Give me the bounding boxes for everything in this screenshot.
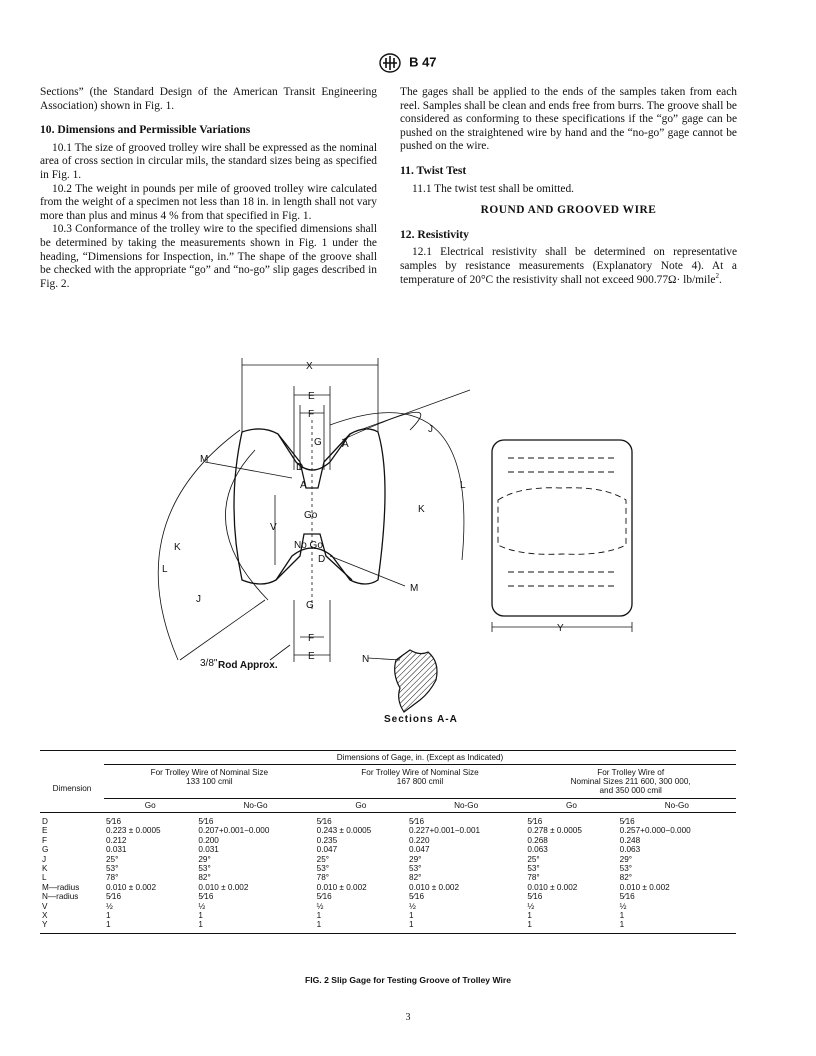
value-cell: 0.223 ± 0.0005 (106, 826, 161, 836)
value-cell: 1 (407, 920, 525, 933)
value-cell: 1 (106, 911, 111, 921)
value-cell: 53° (198, 864, 211, 874)
centered-heading: ROUND AND GROOVED WIRE (480, 204, 657, 217)
label-m: M (200, 454, 209, 465)
value-cell: 0.010 ± 0.002 (527, 882, 578, 892)
value-cell: 82° (409, 873, 422, 883)
paragraph: 10.3 Conformance of the trolley wire to the specified dimensions shall be determined by taking the measurements shown in Fig. 1 under the heading, “Dimensions for Inspection, in.” The shape of the groove shall be checked with the appropriate “go” and “no-go” slip gages described in Fig. 2. (40, 223, 377, 290)
label-e-lower: E (308, 651, 315, 662)
value-cell: 53° (409, 864, 422, 874)
value-cell: ½ (316, 901, 324, 911)
designation: B 47 (409, 54, 437, 70)
value-cell: 0.268 (527, 835, 548, 845)
table-title: Dimensions of Gage, in. (Except as Indicated) (104, 751, 736, 765)
label-e: E (308, 391, 315, 402)
value-cell: 53° (106, 864, 119, 874)
value-cell: 0.235 (316, 835, 338, 845)
table-row (40, 864, 736, 873)
rod-label: Rod Approx. (218, 660, 278, 671)
value-cell: 78° (106, 873, 119, 883)
label-d-lower: D (318, 554, 326, 565)
dimension-cell: G (42, 845, 49, 855)
value-cell: ½ (527, 901, 535, 911)
value-cell: 1 (315, 920, 407, 933)
table-row (40, 883, 736, 892)
value-cell: 0.047 (409, 845, 430, 855)
value-cell: 5⁄16 (409, 817, 425, 826)
dimension-cell: V (42, 901, 48, 911)
subheader-cell: Go (525, 799, 617, 813)
table-row (40, 826, 736, 835)
dimension-header: Dimension (40, 765, 104, 813)
value-cell: 1 (527, 911, 532, 921)
value-cell: 25° (106, 854, 119, 864)
sections-label: Sections A-A (384, 714, 458, 725)
value-cell: 0.010 ± 0.002 (198, 882, 249, 892)
label-g: G (314, 437, 322, 448)
value-cell: 0.063 (619, 845, 641, 855)
value-cell: ½ (619, 901, 627, 911)
value-cell: 5⁄16 (409, 892, 425, 902)
group-header: For Trolley Wire of Nominal Size 133 100 cmil (104, 765, 315, 799)
value-cell: 5⁄16 (198, 892, 214, 902)
page-number: 3 (405, 1012, 411, 1023)
superscript: 2 (715, 271, 719, 280)
value-cell: 29° (619, 854, 633, 864)
value-cell: 78° (316, 873, 330, 883)
label-k-left: K (174, 542, 181, 553)
dimension-cell: J (42, 854, 47, 864)
label-k: K (418, 504, 425, 515)
value-cell: 0.031 (198, 845, 219, 855)
table-row (40, 892, 736, 901)
dimension-cell: N—radius (42, 892, 79, 902)
group-header: For Trolley Wire of Nominal Sizes 211 600, 300 000, and 350 000 cmil (525, 765, 736, 799)
paragraph-text: 12.1 Electrical resistivity shall be determined on representative samples by resistance measurements (Explanatory Note 4). At a temperature of 20°C the resistivity shall not exceed 900.77Ω· lb/mile (400, 246, 737, 286)
value-cell: 0.207+0.001−0.000 (198, 826, 270, 836)
label-d: D (296, 462, 304, 473)
value-cell: 0.248 (619, 835, 641, 845)
value-cell: ½ (198, 901, 206, 911)
value-cell: 0.010 ± 0.002 (106, 882, 157, 892)
label-y: Y (557, 623, 564, 634)
table-group-row (40, 765, 736, 799)
value-cell: 5⁄16 (619, 817, 635, 826)
label-nogo: No Go (294, 540, 323, 551)
table-row (40, 813, 736, 827)
label-g-lower: G (306, 600, 314, 611)
value-cell: 0.227+0.001−0.001 (409, 826, 481, 836)
value-cell: 1 (619, 911, 625, 921)
value-cell: 29° (409, 854, 422, 864)
table-subheader-row (40, 799, 736, 813)
value-cell: 53° (316, 864, 330, 874)
label-l-left: L (162, 564, 168, 575)
header-empty-cell (40, 751, 104, 765)
value-cell: 29° (198, 854, 211, 864)
value-cell: 0.243 ± 0.0005 (316, 826, 372, 836)
subheader-cell: No-Go (618, 799, 736, 813)
value-cell: 5⁄16 (619, 892, 635, 902)
gage-dimensions-table (40, 750, 736, 934)
dimension-cell: D (42, 817, 48, 826)
dimension-cell: L (42, 873, 47, 883)
dimension-cell: X (42, 911, 48, 921)
value-cell: 5⁄16 (316, 892, 332, 902)
value-cell: 25° (527, 854, 540, 864)
value-cell: 1 (196, 920, 314, 933)
value-cell: 0.257+0.000−0.000 (619, 826, 691, 836)
table-row (40, 845, 736, 854)
value-cell: 1 (198, 911, 203, 921)
value-cell: 82° (619, 873, 633, 883)
value-cell: ½ (409, 901, 416, 911)
value-cell: 5⁄16 (106, 892, 122, 902)
paragraph: 10.2 The weight in pounds per mile of grooved trolley wire calculated from the weight of a specimen not less than 18 in. in length shall not vary more than plus and minus 4 % from that specified in Fig. 1. (40, 182, 377, 222)
value-cell: 0.063 (527, 845, 548, 855)
section-heading: 12. Resistivity (400, 227, 469, 241)
value-cell: 1 (316, 911, 322, 921)
value-cell: ½ (106, 901, 113, 911)
label-a: A (300, 480, 307, 491)
value-cell: 0.031 (106, 845, 127, 855)
value-cell: 0.047 (316, 845, 338, 855)
subheader-cell: No-Go (407, 799, 525, 813)
paragraph: Sections” (the Standard Design of the American Transit Engineering Association) shown in Fig. 1. (40, 86, 377, 112)
label-x: X (306, 361, 313, 372)
dimension-cell: Y (40, 920, 104, 933)
value-cell: 53° (619, 864, 633, 874)
dimension-cell: M—radius (42, 882, 80, 892)
value-cell: 0.220 (409, 835, 430, 845)
value-cell: 0.010 ± 0.002 (316, 882, 367, 892)
table-row (40, 902, 736, 911)
label-l: L (460, 480, 466, 491)
table-row (40, 836, 736, 845)
value-cell: 82° (198, 873, 211, 883)
paragraph: The gages shall be applied to the ends of the samples taken from each reel. Samples shall be clean and ends free from burrs. The groove shall be considered as conforming to these specifications if the “go” gage can be pushed on the straightened wire by hand and the “no-go” gage cannot be pushed on the wire. (400, 86, 737, 153)
value-cell: 1 (525, 920, 617, 933)
value-cell: 78° (527, 873, 540, 883)
figure-caption: FIG. 2 Slip Gage for Testing Groove of Trolley Wire (304, 975, 512, 985)
value-cell: 5⁄16 (106, 817, 122, 826)
label-m-lower: M (410, 583, 419, 594)
section-heading: 10. Dimensions and Permissible Variations (40, 123, 251, 137)
table-row (40, 911, 736, 920)
value-cell: 0.010 ± 0.002 (619, 882, 670, 892)
label-f-lower: F (308, 633, 315, 644)
dimension-cell: F (42, 835, 48, 845)
value-cell: 0.200 (198, 835, 219, 845)
value-cell: 5⁄16 (316, 817, 332, 826)
value-cell: 0.278 ± 0.0005 (527, 826, 582, 836)
paragraph: 11.1 The twist test shall be omitted. (412, 182, 574, 195)
label-j-left: J (196, 594, 201, 605)
paragraph: 10.1 The size of grooved trolley wire shall be expressed as the nominal area of cross section in circular mils, the standard sizes being as specified in Fig. 1. (40, 141, 377, 181)
table-header-row (40, 751, 736, 765)
subheader-cell: Go (315, 799, 407, 813)
table-row (40, 873, 736, 882)
value-cell: 1 (618, 920, 736, 933)
value-cell: 5⁄16 (527, 892, 543, 902)
section-heading: 11. Twist Test (400, 163, 467, 177)
subheader-cell: Go (104, 799, 196, 813)
value-cell: 0.010 ± 0.002 (409, 882, 460, 892)
label-j: J (428, 424, 433, 435)
dimension-cell: E (42, 826, 48, 836)
label-v: V (270, 522, 277, 533)
label-a-right: A (342, 439, 349, 450)
value-cell: 53° (527, 864, 540, 874)
dimension-cell: K (42, 864, 48, 874)
value-cell: 0.212 (106, 835, 127, 845)
group-header: For Trolley Wire of Nominal Size 167 800 cmil (315, 765, 526, 799)
rod-fraction: 3/8" (200, 658, 218, 669)
label-go: Go (304, 510, 318, 521)
subheader-cell: No-Go (196, 799, 314, 813)
value-cell: 1 (104, 920, 196, 933)
table-row (40, 855, 736, 864)
value-cell: 5⁄16 (527, 817, 543, 826)
table-row (40, 920, 736, 933)
period: . (718, 273, 722, 286)
label-n: N (362, 654, 370, 665)
value-cell: 25° (316, 854, 330, 864)
label-f: F (308, 409, 315, 420)
value-cell: 5⁄16 (198, 817, 214, 826)
value-cell: 1 (409, 911, 414, 921)
